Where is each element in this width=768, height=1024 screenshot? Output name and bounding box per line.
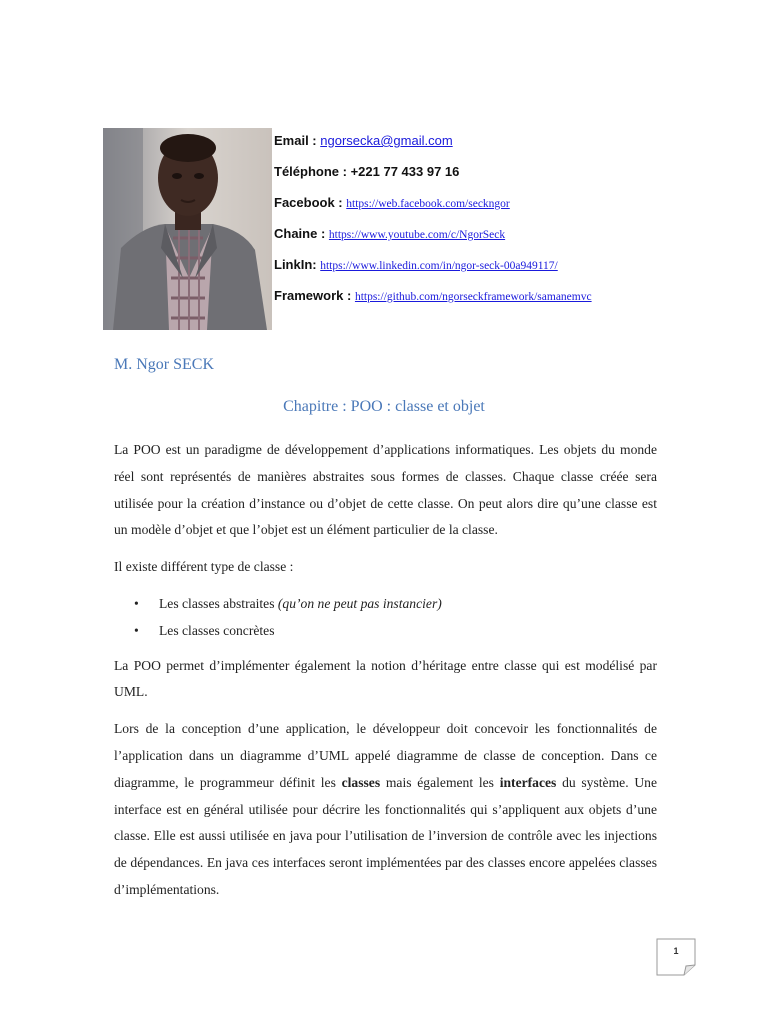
- github-link[interactable]: https://github.com/ngorseckframework/samanemvc: [354, 291, 592, 303]
- folded-page-icon: [656, 938, 696, 976]
- bold-term-interfaces: interfaces: [499, 774, 557, 790]
- list-item-text: Les classes abstraites: [159, 595, 278, 611]
- youtube-link[interactable]: https://www.youtube.com/c/NgorSeck: [328, 229, 506, 241]
- author-name: M. Ngor SECK: [114, 356, 215, 373]
- phone-label: Téléphone :: [274, 164, 347, 179]
- contact-info: [274, 131, 744, 317]
- framework-row: [274, 286, 744, 317]
- list-item-note: (qu’on ne peut pas instancier): [277, 595, 442, 611]
- text-segment: Lors de la conception d’une application, le développeur doit concevoir les fonctionnalités de l’application dans un diagramme d’UML appelé diagramme de classe de conception. Dans ce diagramme, le programmeur définit les: [114, 721, 657, 790]
- list-item-text: Les classes concrètes: [159, 622, 275, 638]
- linkin-label: LinkIn:: [274, 257, 317, 272]
- paragraph-inheritance: La POO permet d’implémenter également la notion d’héritage entre classe qui est modélisé par UML.: [114, 657, 657, 700]
- author-photo: [103, 128, 272, 330]
- email-link[interactable]: ngorsecka@gmail.com: [320, 133, 453, 148]
- email-row: [274, 131, 744, 162]
- text-segment: du système. Une interface est en général utilisée pour décrire les fonctionnalités qui s’appliquent aux objets d’une classe. Elle est aussi utilisée en java pour l’utilisation de l’inversion de contrôle avec les injections de dépendances. En java ces interfaces seront implémentées par des classes encore appelées classes d’implémentations.: [114, 774, 657, 897]
- text-segment: mais également les: [380, 774, 500, 790]
- linkin-row: [274, 255, 744, 286]
- paragraph-class-types: Il existe différent type de classe :: [114, 559, 294, 575]
- chaine-label: Chaine :: [274, 226, 326, 241]
- facebook-label: Facebook :: [274, 195, 343, 210]
- phone-row: [274, 162, 744, 193]
- chapter-title: Chapitre : POO : classe et objet: [283, 398, 485, 415]
- page-number: 1: [673, 946, 679, 956]
- paragraph-intro: La POO est un paradigme de développement d’applications informatiques. Les objets du monde réel sont représentés de manières abstraites sous formes de classes. Chaque classe créée sera utilisée pour la création d’instance ou d’objet de cette classe. On peut alors dire qu’une classe est un modèle d’objet et que l’objet est un élément particulier de la classe.: [114, 442, 657, 538]
- facebook-row: [274, 193, 744, 224]
- paragraph-conception: [114, 716, 657, 904]
- page-number-badge: [656, 938, 696, 976]
- chaine-row: [274, 224, 744, 255]
- facebook-link[interactable]: https://web.facebook.com/seckngor: [346, 198, 510, 210]
- list-item: [159, 591, 657, 618]
- document-body: [114, 437, 657, 914]
- bold-term-classes: classes: [341, 774, 381, 790]
- portrait-image: [103, 128, 272, 330]
- phone-value: +221 77 433 97 16: [350, 164, 460, 179]
- email-label: Email :: [274, 133, 317, 148]
- framework-label: Framework :: [274, 288, 352, 303]
- linkedin-link[interactable]: https://www.linkedin.com/in/ngor-seck-00a949117/: [320, 260, 558, 272]
- class-type-list: [114, 591, 657, 645]
- list-item: [159, 618, 657, 645]
